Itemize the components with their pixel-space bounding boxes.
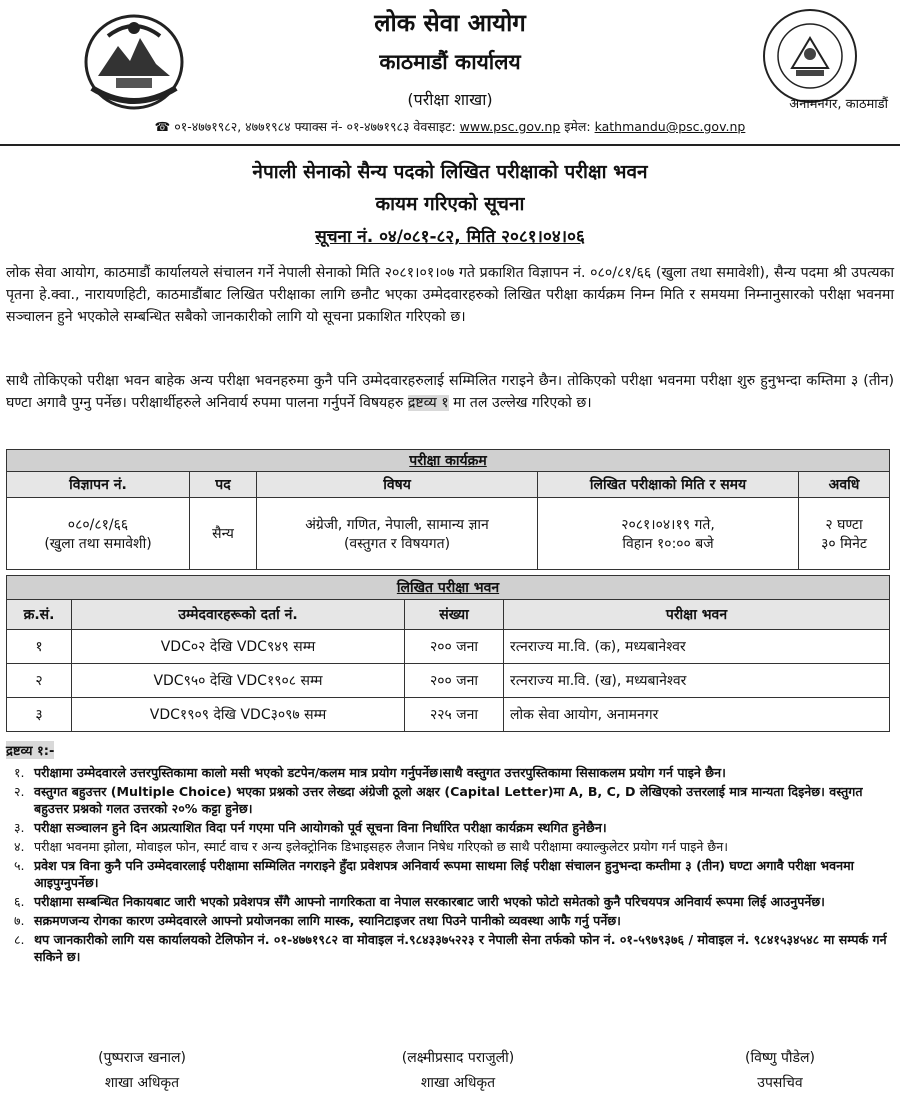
paragraph-2-text: साथै तोकिएको परीक्षा भवन बाहेक अन्य परीक्षा भवनहरुमा कुनै पनि उम्मेदवारहरुलाई सम्मिलित गराइने छैन। तोकिएको परीक्षा भवनमा परीक्षा शुरु हुनुभन्दा कम्तिमा ३ (तीन) घण्टा अगावै पुग्नु पर्नेछ। — [6, 373, 894, 411]
email-link[interactable]: kathmandu@psc.gov.np — [594, 119, 746, 134]
section-name: (परीक्षा शाखा) — [407, 90, 493, 109]
col-subject: विषय — [257, 472, 538, 498]
note-reference: द्रष्टव्य १ — [407, 395, 449, 411]
notes-heading: द्रष्टव्य १:- — [6, 741, 54, 759]
venue-cell: रत्नराज्य मा.वि. (ख), मध्यबानेश्वर — [504, 664, 890, 698]
notice-paragraph-1: लोक सेवा आयोग, काठमाडौं कार्यालयले संचालन गर्ने नेपाली सेनाको मिति २०८१।०१।०७ गते प्रकाशित विज्ञापन नं. ०८०/८१/६६ (खुला तथा समावेशी), सैन्य पदमा श्री उपत्यका पृतना हे.क्वा., नारायणहिटी, काठमाडौंबाट लिखित परीक्षाका लागि छनौट भएका उम्मेदवारहरुको लिखित परीक्षा कार्यक्रम निम्न मिति र समयमा निम्नानुसारको परीक्षा भवनमा सञ्चालन हुने भएकोले सम्बन्धित सबैको जानकारीको लागि यो सूचना प्रकाशित गरिएको छ। — [6, 265, 894, 325]
range-cell: VDC९५० देखि VDC१९०८ सम्म — [72, 664, 405, 698]
notice-title-line2: कायम गरिएको सूचना — [375, 193, 525, 215]
signatory-name: (लक्ष्मीप्रसाद पराजुली) — [401, 1050, 515, 1066]
count-cell: २२५ जना — [405, 698, 504, 732]
exam-date: २०८१।०४।१९ गते, — [621, 516, 715, 533]
col-reg-range: उम्मेदवारहरूको दर्ता नं. — [72, 600, 405, 630]
contact-line — [0, 118, 900, 135]
col-post: पद — [190, 472, 257, 498]
header-divider — [0, 144, 900, 146]
venue-caption: लिखित परीक्षा भवन — [7, 576, 890, 600]
venue-header-row — [7, 600, 890, 630]
sn-cell: २ — [7, 664, 72, 698]
list-item: ७. सक्रमणजन्य रोगका कारण उम्मेदवारले आफ्नो प्रयोजनका लागि मास्क, स्यानिटाइजर तथा पिउने पानीको व्यवस्था आफै गर्नु पर्नेछ। — [14, 913, 621, 928]
list-item: ६. परीक्षामा सम्बन्धित निकायबाट जारी भएको प्रवेशपत्र सँगै आफ्नो नागरिकता वा नेपाल सरकारबाट जारी भएको फोटो समेतको कुनै परिचयपत्र अनिवार्य रूपमा लिई आउनुपर्नेछ। — [14, 894, 825, 909]
schedule-table — [6, 449, 890, 570]
subject-list: अंग्रेजी, गणित, नेपाली, सामान्य ज्ञान — [305, 516, 489, 533]
ad-no-cell — [7, 498, 190, 570]
count-cell: २०० जना — [405, 630, 504, 664]
table-row — [7, 630, 890, 664]
schedule-header-row — [7, 472, 890, 498]
ad-type: (खुला तथा समावेशी) — [44, 535, 152, 552]
notes-list — [6, 764, 894, 967]
signatory-title: शाखा अधिकृत — [420, 1075, 496, 1091]
email-label: इमेल: — [564, 119, 591, 134]
post-cell: सैन्य — [190, 498, 257, 570]
table-row — [7, 698, 890, 732]
paragraph-2-text-b: परीक्षार्थीहरुले अनिवार्य रुपमा पालना गर्नुपर्ने विषयहरु — [131, 395, 404, 411]
list-item: ४. परीक्षा भवनमा झोला, मोवाइल फोन, स्मार्ट वाच र अन्य इलेक्ट्रोनिक डिभाइसहरु लैजान निषेध गरिएको छ साथै परीक्षामा क्याल्कुलेटर प्रयोग गर्न पाइने छैन। — [14, 839, 729, 854]
list-item: ८. थप जानकारीको लागि यस कार्यालयको टेलिफोन नं. ०१-४७७१९८२ वा मोवाइल नं.९८४३३७५२२३ र नेपाली सेना तर्फको फोन नं. ०१-५९७९३७६ / मोवाइल नं. ९८४१५३४५४८ मा सम्पर्क गर्न सकिने छ। — [14, 932, 887, 964]
notice-number: सूचना नं. ०४/०८१-८२, मिति २०८१।०४।०६ — [315, 227, 585, 247]
table-row — [7, 664, 890, 698]
col-venue: परीक्षा भवन — [504, 600, 890, 630]
schedule-caption: परीक्षा कार्यक्रम — [7, 450, 890, 472]
ad-no: ०८०/८१/६६ — [67, 516, 129, 533]
exam-time: विहान १०:०० बजे — [622, 535, 714, 552]
signatory-name: (विष्णु पौडेल) — [745, 1050, 815, 1066]
duration-minutes: ३० मिनेट — [821, 535, 867, 552]
schedule-row — [7, 498, 890, 570]
sn-cell: ३ — [7, 698, 72, 732]
venue-cell: रत्नराज्य मा.वि. (क), मध्यबानेश्वर — [504, 630, 890, 664]
signature-block — [338, 1046, 578, 1096]
signatory-title: उपसचिव — [757, 1075, 803, 1091]
telephone-icon: ☎ — [154, 119, 171, 134]
signature-block — [660, 1046, 900, 1096]
subject-type: (वस्तुगत र विषयगत) — [343, 535, 451, 552]
list-item: १. परीक्षामा उम्मेदवारले उत्तरपुस्तिकामा कालो मसी भएको डटपेन/कलम मात्र प्रयोग गर्नुपर्नेछ।साथै वस्तुगत उत्तरपुस्तिकामा सिसाकलम प्रयोग गर्न पाइने छैन। — [14, 765, 726, 780]
range-cell: VDC१९०९ देखि VDC३०९७ सम्म — [72, 698, 405, 732]
website-link[interactable]: www.psc.gov.np — [459, 119, 561, 134]
duration-hours: २ घण्टा — [825, 516, 863, 533]
notice-title-line1: नेपाली सेनाको सैन्य पदको लिखित परीक्षाको परीक्षा भवन — [252, 161, 648, 183]
col-datetime: लिखित परीक्षाको मिति र समय — [538, 472, 799, 498]
office-address: अनामनगर, काठमाडौं — [789, 97, 888, 112]
venue-table — [6, 575, 890, 732]
signatory-title: शाखा अधिकृत — [104, 1075, 180, 1091]
list-item: ५. प्रवेश पत्र विना कुनै पनि उम्मेदवारलाई परीक्षामा सम्मिलित नगराइने हुँदा प्रवेशपत्र अनिवार्य रूपमा साथमा लिई परीक्षा संचालन हुनुभन्दा कम्तीमा ३ (तीन) घण्टा अगावै परीक्षा भवनमा आइपुग्नुपर्नेछ। — [14, 858, 854, 890]
contact-text: ०१-४७७१९८२, ४७७१९८४ फ्याक्स नं- ०१-४७७१९८३ वेवसाइट: — [174, 119, 456, 134]
duration-cell — [799, 498, 890, 570]
range-cell: VDC०२ देखि VDC९४९ सम्म — [72, 630, 405, 664]
office-name: काठमाडौं कार्यालय — [379, 50, 521, 74]
paragraph-2-text-c: मा तल उल्लेख गरिएको छ। — [453, 395, 592, 411]
datetime-cell — [538, 498, 799, 570]
signature-block — [22, 1046, 262, 1096]
col-duration: अवधि — [799, 472, 890, 498]
list-item: ३. परीक्षा सञ्चालन हुने दिन अप्रत्याशित विदा पर्न गएमा पनि आयोगको पूर्व सूचना विना निर्धारित परीक्षा कार्यक्रम स्थगित हुनेछैन। — [14, 820, 607, 835]
signatory-name: (पुष्पराज खनाल) — [98, 1050, 186, 1066]
venue-cell: लोक सेवा आयोग, अनामनगर — [504, 698, 890, 732]
col-count: संख्या — [405, 600, 504, 630]
notice-paragraph-2 — [6, 370, 894, 414]
subject-cell — [257, 498, 538, 570]
sn-cell: १ — [7, 630, 72, 664]
letterhead — [0, 0, 900, 145]
org-title: लोक सेवा आयोग — [374, 9, 526, 37]
col-sn: क्र.सं. — [7, 600, 72, 630]
col-ad-no: विज्ञापन नं. — [7, 472, 190, 498]
count-cell: २०० जना — [405, 664, 504, 698]
list-item: २. वस्तुगत बहुउत्तर (Multiple Choice) भएका प्रश्नको उत्तर लेख्दा अंग्रेजी ठूलो अक्षर (Capital Letter)मा A, B, C, D लेखिएको उत्तरलाई मात्र मान्यता दिइनेछ। वस्तुगत बहुउत्तर प्रश्नको गलत उत्तरको २०% कट्टा हुनेछ। — [14, 784, 863, 816]
